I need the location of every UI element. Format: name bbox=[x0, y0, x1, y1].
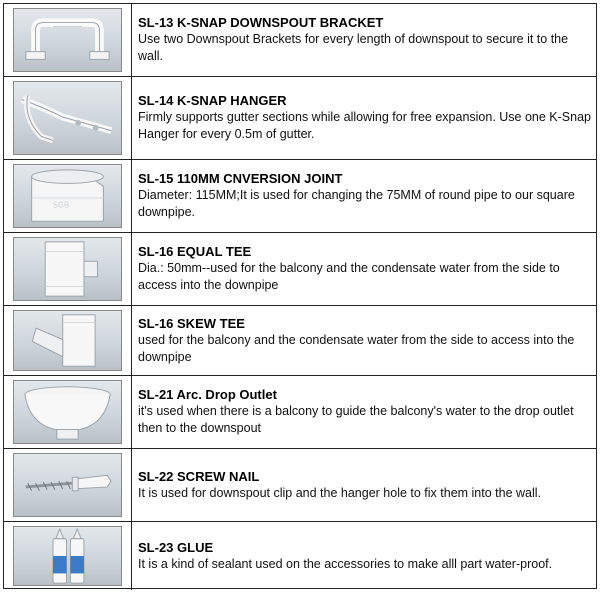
description-cell bbox=[138, 160, 592, 232]
thumbnail-cell bbox=[4, 160, 132, 232]
description-cell bbox=[138, 233, 592, 305]
thumbnail-cell bbox=[4, 306, 132, 375]
thumbnail-cell bbox=[4, 4, 132, 76]
svg-text:SGB: SGB bbox=[52, 200, 70, 210]
product-title: SL-15 110MM CNVERSION JOINT bbox=[138, 171, 343, 186]
thumbnail-cell bbox=[4, 522, 132, 590]
product-title: SL-21 Arc. Drop Outlet bbox=[138, 387, 277, 402]
thumbnail-cell bbox=[4, 376, 132, 448]
product-description: it's used when there is a balcony to guide the balcony's water to the drop outlet then to the downspout bbox=[138, 404, 574, 435]
conversion-joint-image bbox=[13, 164, 122, 228]
product-row bbox=[4, 306, 596, 376]
description-cell bbox=[138, 449, 592, 521]
product-description: Diameter: 115MM;It is used for changing the 75MM of round pipe to our square downpipe. bbox=[138, 188, 575, 219]
product-row bbox=[4, 77, 596, 160]
thumbnail-cell bbox=[4, 233, 132, 305]
product-description: used for the balcony and the condensate water from the side to access into the downpipe bbox=[138, 332, 575, 364]
product-description: It is a kind of sealant used on the accessories to make alll part water-proof. bbox=[138, 556, 553, 571]
thumbnail-cell bbox=[4, 449, 132, 521]
product-description: Use two Downspout Brackets for every length of downspout to secure it to the wall. bbox=[138, 32, 569, 63]
drop-outlet-image bbox=[13, 380, 122, 444]
description-cell bbox=[138, 306, 592, 375]
product-row bbox=[4, 233, 596, 306]
product-description: It is used for downspout clip and the hanger hole to fix them into the wall. bbox=[138, 485, 542, 500]
gutter-hanger-image bbox=[13, 81, 122, 155]
description-cell bbox=[138, 77, 592, 159]
equal-tee-image bbox=[13, 237, 122, 301]
screw-nail-image bbox=[13, 453, 122, 517]
product-description: Firmly supports gutter sections while allowing for free expansion. Use one K-Snap Hanger for every 0.5m of gutter. bbox=[138, 110, 591, 141]
product-title: SL-14 K-SNAP HANGER bbox=[138, 93, 287, 108]
product-row bbox=[4, 376, 596, 449]
product-row bbox=[4, 522, 596, 590]
product-title: SL-23 GLUE bbox=[138, 539, 214, 555]
downspout-bracket-image bbox=[13, 8, 122, 72]
description-cell bbox=[138, 4, 592, 76]
product-catalog-table bbox=[3, 3, 597, 589]
description-cell bbox=[138, 376, 592, 448]
product-row bbox=[4, 449, 596, 522]
product-title: SL-16 SKEW TEE bbox=[138, 315, 245, 331]
product-row bbox=[4, 160, 596, 233]
product-title: SL-16 EQUAL TEE bbox=[138, 244, 252, 259]
skew-tee-image bbox=[13, 310, 122, 371]
description-cell bbox=[138, 522, 592, 590]
product-title: SL-22 SCREW NAIL bbox=[138, 468, 260, 484]
product-description: Dia.: 50mm--used for the balcony and the condensate water from the side to access into the downpipe bbox=[138, 261, 560, 292]
product-title: SL-13 K-SNAP DOWNSPOUT BRACKET bbox=[138, 15, 384, 30]
thumbnail-cell bbox=[4, 77, 132, 159]
glue-tubes-image bbox=[13, 526, 122, 586]
product-row bbox=[4, 4, 596, 77]
